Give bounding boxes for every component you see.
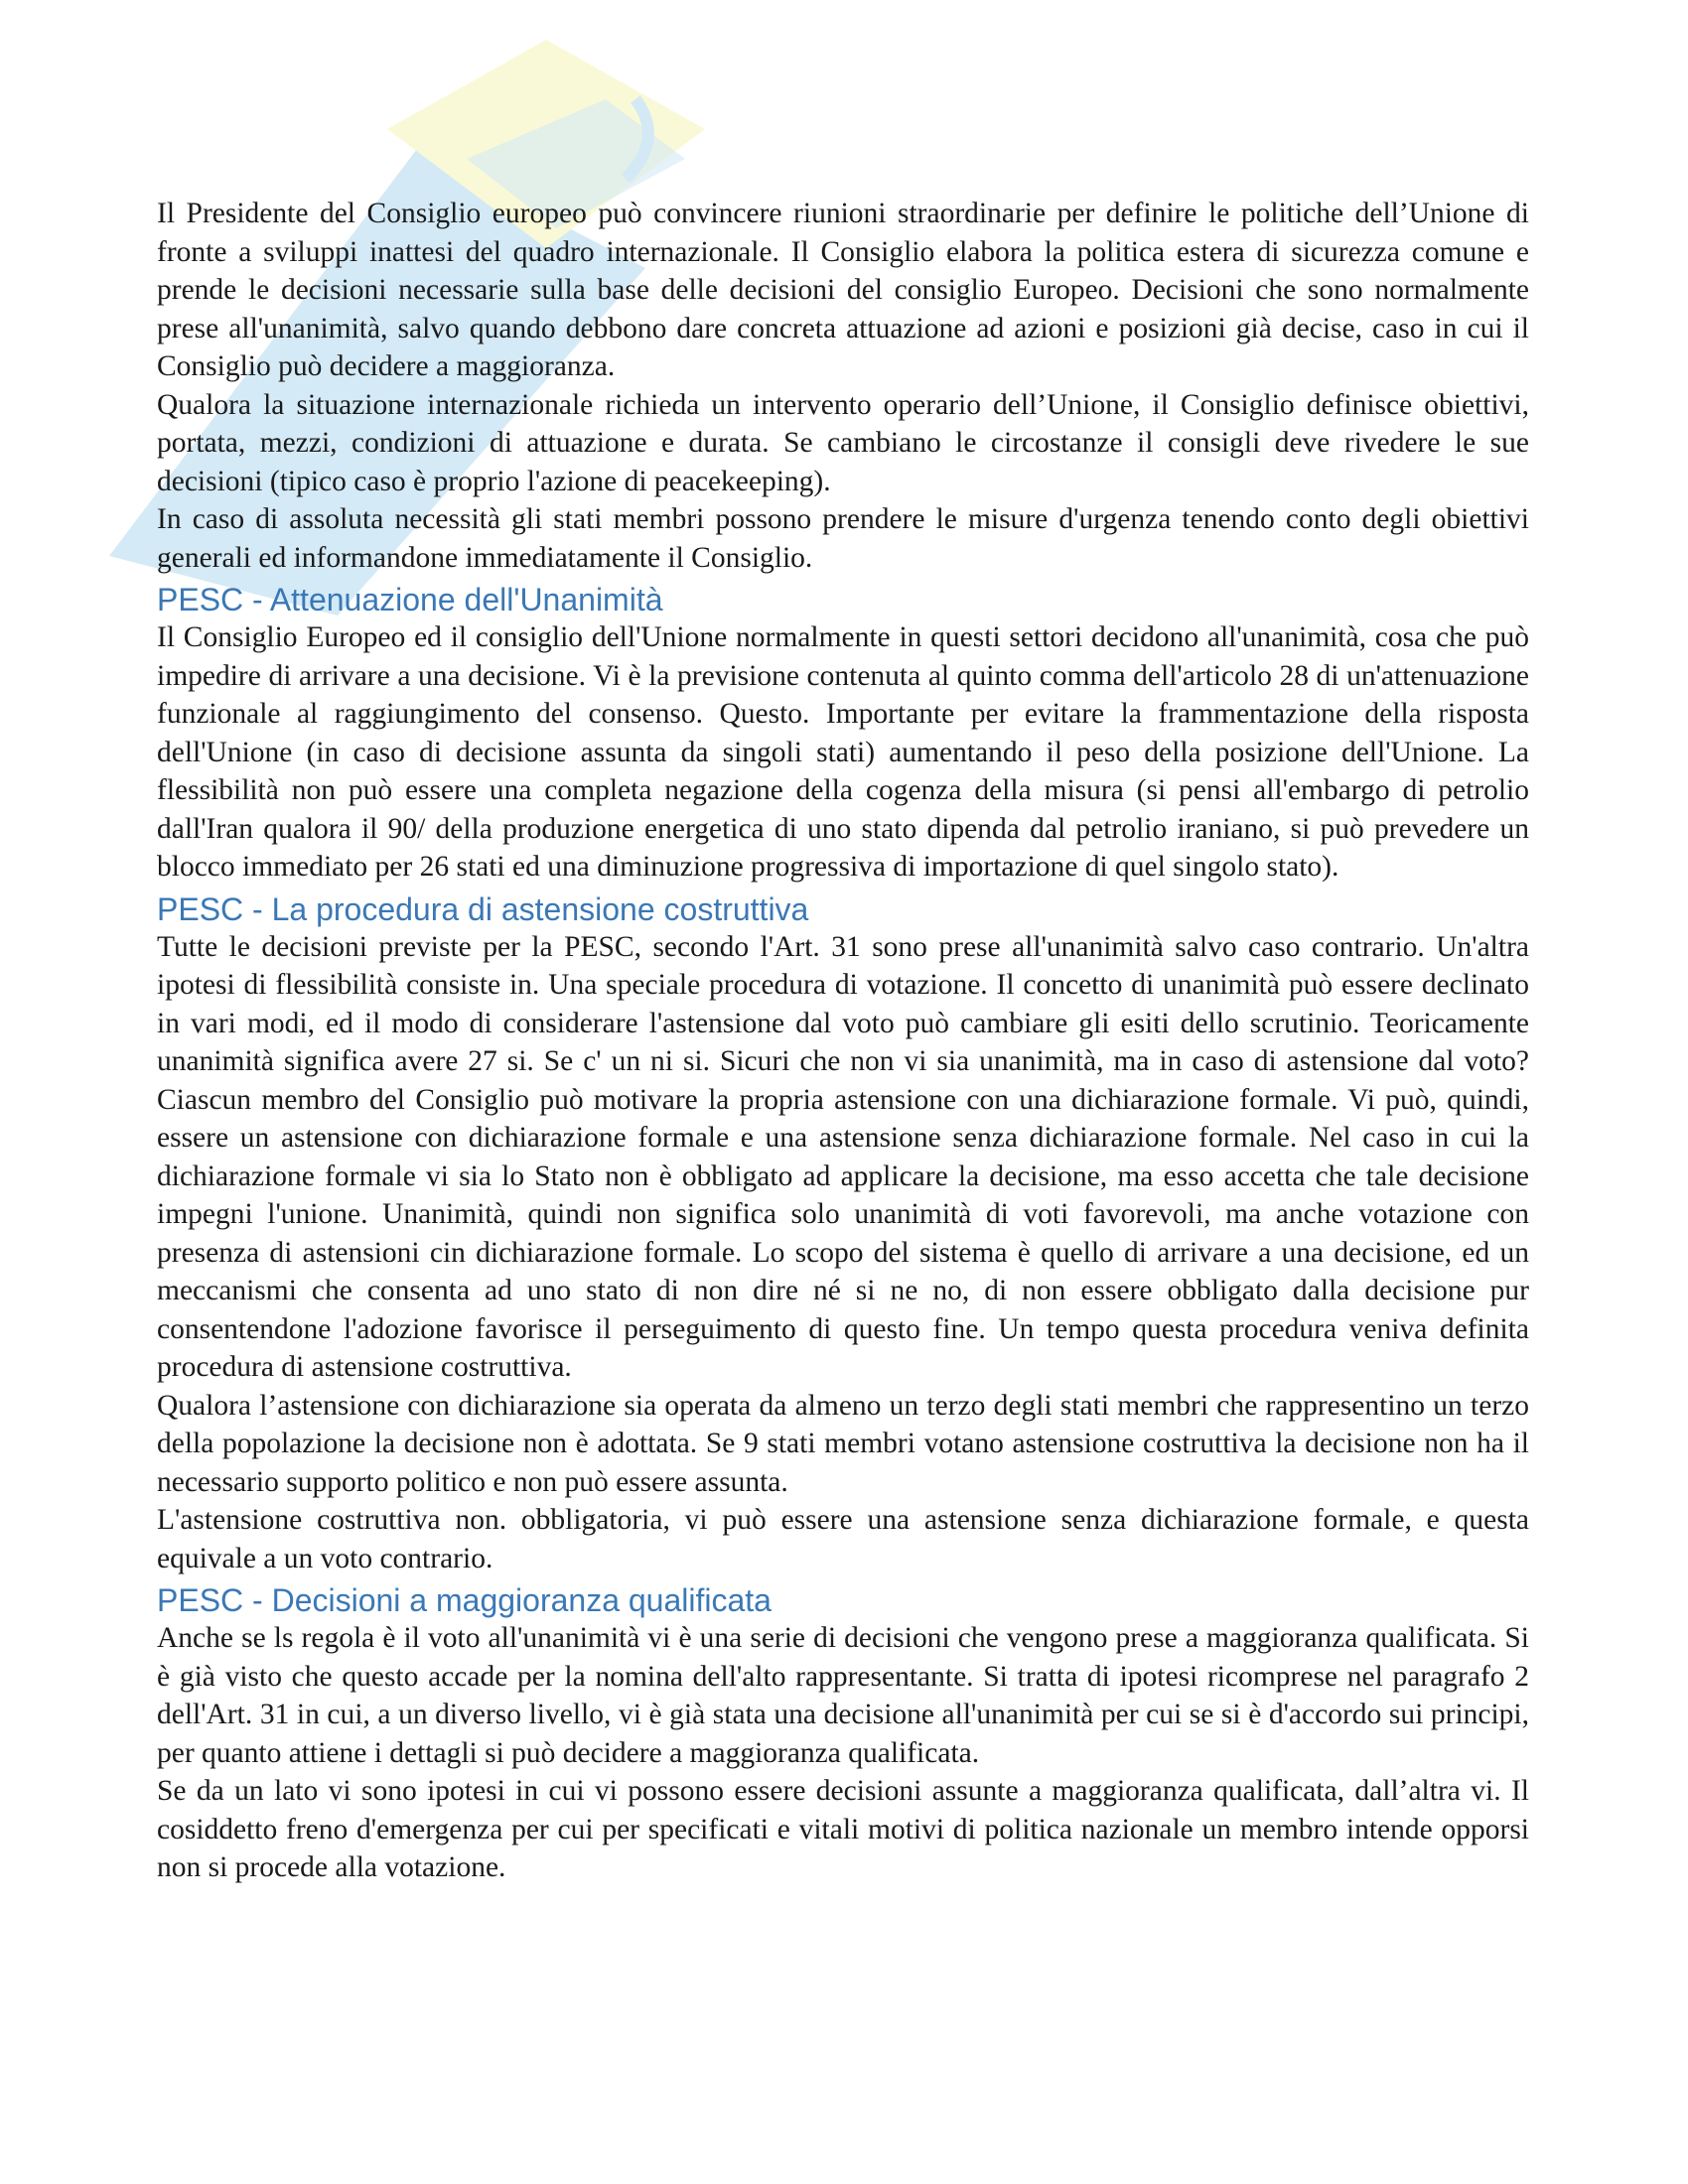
section-2-paragraph-1: Tutte le decisioni previste per la PESC, secondo l'Art. 31 sono prese all'unanimità salvo caso contrario. Un'altra ipotesi di flessibilità consiste in. Una speciale procedura di votazione. Il concetto di unanimità può essere declinato in vari modi, ed il modo di considerare l'astensione dal voto può cambiare gli esiti dello scrutinio. Teoricamente unanimità significa avere 27 si. Se c' un ni si. Sicuri che non vi sia unanimità, ma in caso di astensione dal voto? Ciascun membro del Consiglio può motivare la propria astensione con una dichiarazione formale. Vi può, quindi, essere un astensione con dichiarazione formale e una astensione senza dichiarazione formale. Nel caso in cui la dichiarazione formale vi sia lo Stato non è obbligato ad applicare la decisione, ma esso accetta che tale decisione impegni l'unione. Unanimità, quindi non significa solo unanimità di voti favorevoli, ma anche votazione con presenza di astensioni cin dichiarazione formale. Lo scopo del sistema è quello di arrivare a una decisione, ed un meccanismi che consenta ad uno stato di non dire né si ne no, di non essere obbligato dalla decisione pur consentendone l'adozione favorisce il perseguimento di questo fine. Un tempo questa procedura veniva definita procedura di astensione costruttiva. bbox=[157, 930, 1529, 1383]
document-body bbox=[157, 195, 1529, 1887]
section-2-paragraph-2: Qualora l’astensione con dichiarazione sia operata da almeno un terzo degli stati membri che rappresentino un terzo della popolazione la decisione non è adottata. Se 9 stati membri votano astensione costruttiva la decisione non ha il necessario supporto politico e non può essere assunta. bbox=[157, 1389, 1529, 1498]
section-3-paragraph-1: Anche se ls regola è il voto all'unanimità vi è una serie di decisioni che vengono prese a maggioranza qualificata. Si è già visto che questo accade per la nomina dell'alto rappresentante. Si tratta di ipotesi ricomprese nel paragrafo 2 dell'Art. 31 in cui, a un diverso livello, vi è già stata una decisione all'unanimità per cui se si è d'accordo sui principi, per quanto attiene i dettagli si può decidere a maggioranza qualificata. bbox=[157, 1622, 1529, 1769]
section-heading-astensione-costruttiva: PESC - La procedura di astensione costruttiva bbox=[157, 890, 809, 927]
section-1-paragraph-1: Il Consiglio Europeo ed il consiglio dell'Unione normalmente in questi settori decidono all'unanimità, cosa che può impedire di arrivare a una decisione. Vi è la previsione contenuta al quinto comma dell'articolo 28 di un'attenuazione funzionale al raggiungimento del consenso. Questo. Importante per evitare la frammentazione della risposta dell'Unione (in caso di decisione assunta da singoli stati) aumentando il peso della posizione dell'Unione. La flessibilità non può essere una completa negazione della cogenza della misura (si pensi all'embargo di petrolio dall'Iran qualora il 90/ della produzione energetica di uno stato dipenda dal petrolio iraniano, si può prevedere un blocco immediato per 26 stati ed una diminuzione progressiva di importazione di quel singolo stato). bbox=[157, 621, 1529, 883]
intro-paragraph-1: Il Presidente del Consiglio europeo può convincere riunioni straordinarie per definire le politiche dell’Unione di fronte a sviluppi inattesi del quadro internazionale. Il Consiglio elabora la politica estera di sicurezza comune e prende le decisioni necessarie sulla base delle decisioni del consiglio Europeo. Decisioni che sono normalmente prese all'unanimità, salvo quando debbono dare concreta attuazione ad azioni e posizioni già decise, caso in cui il Consiglio può decidere a maggioranza. bbox=[157, 198, 1529, 382]
intro-paragraph-2: Qualora la situazione internazionale richieda un intervento operario dell’Unione, il Consiglio definisce obiettivi, portata, mezzi, condizioni di attuazione e durata. Se cambiano le circostanze il consigli deve rivedere le sue decisioni (tipico caso è proprio l'azione di peacekeeping). bbox=[157, 388, 1529, 497]
section-3-paragraph-2: Se da un lato vi sono ipotesi in cui vi possono essere decisioni assunte a maggioranza qualificata, dall’altra vi. Il cosiddetto freno d'emergenza per cui per specificati e vitali motivi di politica nazionale un membro intende opporsi non si procede alla votazione. bbox=[157, 1775, 1529, 1883]
intro-paragraph-3: In caso di assoluta necessità gli stati membri possono prendere le misure d'urgenza tenendo conto degli obiettivi generali ed informandone immediatamente il Consiglio. bbox=[157, 503, 1529, 574]
section-heading-maggioranza-qualificata: PESC - Decisioni a maggioranza qualificata bbox=[157, 1582, 772, 1618]
section-2-paragraph-3: L'astensione costruttiva non. obbligatoria, vi può essere una astensione senza dichiarazione formale, e questa equivale a un voto contrario. bbox=[157, 1504, 1529, 1574]
section-heading-attenuazione: PESC - Attenuazione dell'Unanimità bbox=[157, 582, 663, 617]
